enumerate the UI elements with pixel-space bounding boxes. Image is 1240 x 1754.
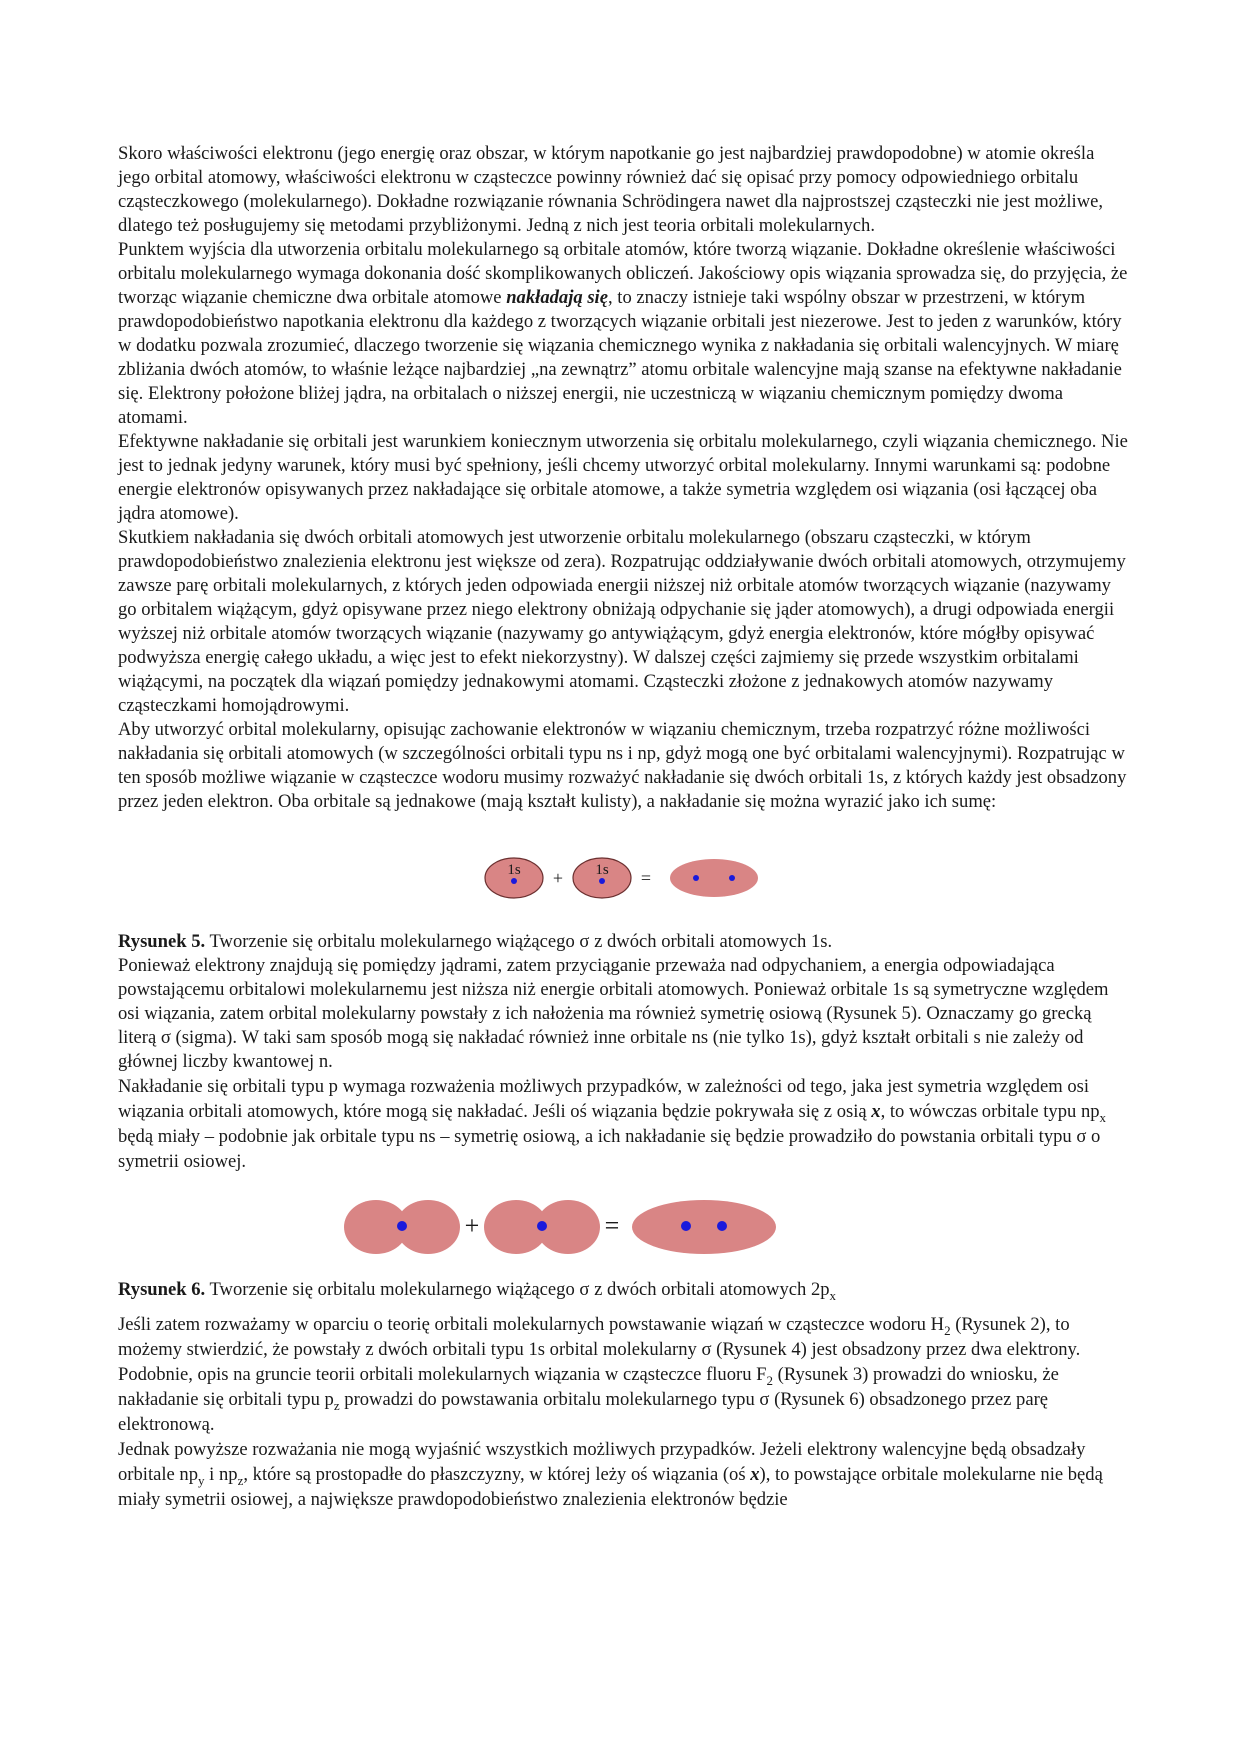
paragraph-text: Jeśli zatem rozważamy w oparciu o teorię orbitali molekularnych powstawanie wiązań w cząsteczce wodoru H <box>118 1314 945 1335</box>
figure-6-caption <box>118 1278 1128 1308</box>
paragraph-electron-attraction: Ponieważ elektrony znajdują się pomiędzy jądrami, zatem przyciąganie przeważa nad odpychaniem, a energia odpowiadająca powstającemu orbitalowi molekularnemu jest niższa niż energie orbitali atomowych. Ponieważ orbitale 1s są symetryczne względem osi wiązania, zatem orbital molekularny powstały z ich nałożenia ma również symetrię osiową (Rysunek 5). Oznaczamy go grecką literą σ (sigma). W taki sam sposób mogą się nakładać również inne orbitale ns (nie tylko 1s), gdyż kształt orbitali s nie zależy od głównej liczby kwantowej n. <box>118 955 1109 1072</box>
paragraph-text: Jednak powyższe rozważania nie mogą wyjaśnić wszystkich możliwych przypadków. Jeżeli elektrony walencyjne będą obsadzały orbitale np <box>118 1439 1086 1485</box>
paragraph-starting-point <box>118 238 1128 430</box>
caption-text: Tworzenie się orbitalu molekularnego wiążącego σ z dwóch orbitali atomowych 2p <box>205 1279 830 1300</box>
paragraph-text: i np <box>204 1464 238 1485</box>
paragraph-intro: Skoro właściwości elektronu (jego energię oraz obszar, w którym napotkanie go jest najbardziej prawdopodobne) w atomie określa jego orbital atomowy, właściwości elektronu w cząsteczce powinny również dać się opisać przy pomocy odpowiedniego orbitalu cząsteczkowego (molekularnego). Dokładne rozwiązanie równania Schrödingera nawet dla najprostszej cząsteczki nie jest możliwe, dlatego też posługujemy się metodami przybliżonymi. Jedną z nich jest teoria orbitali molekularnych. <box>118 143 1104 236</box>
subscript: z <box>237 1473 244 1488</box>
subscript: 2 <box>766 1373 773 1388</box>
plus-sign: + <box>552 868 564 888</box>
plus-sign: + <box>464 1211 480 1240</box>
figure-5-svg <box>118 840 1128 916</box>
paragraph-text: ), to powstające orbitale molekularne nie będą miały symetrii osiowej, a największe prawdopodobieństwo znalezienia elektronów będzie <box>118 1464 1103 1510</box>
paragraph-text: (Rysunek 2), to możemy stwierdzić, że powstały z dwóch orbitali typu 1s orbital molekularny σ (Rysunek 4) jest obsadzony przez dwa elektrony. Podobnie, opis na gruncie teorii orbitali molekularnych wiązania w cząsteczce fluoru F <box>118 1314 1081 1385</box>
orbital-1s-right-label: 1s <box>595 862 609 878</box>
paragraph-text: Punktem wyjścia dla utworzenia orbitalu molekularnego są orbitale atomów, które tworzą wiązanie. Dokładne określenie właściwości orbitalu molekularnego wymaga dokonania dość skomplikowanych obliczeń. Jakościowy opis wiązania sprowadza się, do przyjęcia, że tworząc wiązanie chemiczne dwa orbitale atomowe <box>118 239 1128 308</box>
caption-text: Tworzenie się orbitalu molekularnego wiążącego σ z dwóch orbitali atomowych 1s. <box>205 931 833 952</box>
paragraph-text: , to wówczas orbitale typu np <box>880 1101 1100 1122</box>
nucleus-p-left <box>397 1221 407 1231</box>
paragraph-text: będą miały – podobnie jak orbitale typu ns – symetrię osiową, a ich nakładanie się będzie prowadziło do powstania orbitali typu σ o symetrii osiowej. <box>118 1126 1101 1172</box>
subscript: x <box>829 1288 837 1303</box>
figure-6-diagram <box>118 1190 1128 1264</box>
nucleus-right <box>599 878 605 884</box>
axis-x: x <box>750 1464 760 1485</box>
paragraph-py-pz <box>118 1437 1128 1512</box>
paragraph-text: prowadzi do powstawania orbitalu molekularnego typu σ (Rysunek 6) obsadzonego przez parę elektronową. <box>118 1389 1049 1435</box>
subscript: x <box>1099 1110 1107 1125</box>
nucleus-b <box>729 875 735 881</box>
document-page <box>118 142 1128 1512</box>
paragraph-hydrogen-1s: Aby utworzyć orbital molekularny, opisując zachowanie elektronów w wiązaniu chemicznym, trzeba rozpatrzyć różne możliwości nakładania się orbitali atomowych (w szczególności orbitali typu ns i np, gdyż mogą one być orbitalami walencyjnymi). Rozpatrując w ten sposób możliwe wiązanie w cząsteczce wodoru musimy rozważyć nakładanie się dwóch orbitali 1s, z których każdy jest obsadzony przez jeden elektron. Oba orbitale są jednakowe (mają kształt kulisty), a nakładanie się można wyrazić jako ich sumę: <box>118 719 1127 812</box>
figure-5-diagram <box>118 840 1128 916</box>
paragraph-text: Nakładanie się orbitali typu p wymaga rozważenia możliwych przypadków, w zależności od tego, jaka jest symetria względem osi wiązania orbitali atomowych, które mogą się nakładać. Jeśli oś wiązania będzie pokrywała się z osią <box>118 1076 1090 1122</box>
paragraph-h2-f2 <box>118 1312 1128 1437</box>
orbital-1s-left-label: 1s <box>507 862 521 878</box>
figure-5-caption <box>118 930 1128 954</box>
axis-x: x <box>871 1101 881 1122</box>
paragraph-text: , które są prostopadłe do płaszczyzny, w której leży oś wiązania (oś <box>243 1464 751 1485</box>
paragraph-overlap-condition: Efektywne nakładanie się orbitali jest warunkiem koniecznym utworzenia się orbitalu molekularnego, czyli wiązania chemicznego. Nie jest to jednak jedyny warunek, który musi być spełniony, jeśli chcemy utworzyć orbital molekularny. Innymi warunkami są: podobne energie elektronów opisywanych przez nakładające się orbitale atomowe, a także symetria względem osi wiązania (osi łączącej oba jądra atomowe). <box>118 431 1128 524</box>
nucleus-b <box>717 1221 727 1231</box>
subscript: y <box>198 1473 205 1488</box>
figure-6-svg <box>118 1190 1128 1264</box>
caption-label: Rysunek 5. <box>118 931 206 952</box>
nucleus-p-right <box>537 1221 547 1231</box>
equals-sign: = <box>640 868 652 888</box>
emphasis-text: nakładają się <box>506 287 608 308</box>
subscript: 2 <box>944 1323 951 1338</box>
nucleus-a <box>693 875 699 881</box>
nucleus-left <box>511 878 517 884</box>
caption-label: Rysunek 6. <box>118 1279 206 1300</box>
nucleus-a <box>681 1221 691 1231</box>
sigma-p-molecular-orbital <box>632 1200 776 1254</box>
sigma-molecular-orbital <box>670 859 758 897</box>
subscript: z <box>333 1398 340 1413</box>
paragraph-text: , to znaczy istnieje taki wspólny obszar w przestrzeni, w którym prawdopodobieństwo napotkania elektronu dla każdego z tworzących wiązanie orbitali jest niezerowe. Jest to jeden z warunków, który w dodatku pozwala zrozumieć, dlaczego tworzenie się wiązania chemicznego wynika z nakładania się orbitali walencyjnych. W miarę zbliżania dwóch atomów, to właśnie leżące najbardziej „na zewnątrz” atomu orbitale walencyjne mają szanse na efektywne nakładanie się. Elektrony położone bliżej jądra, na orbitalach o niższej energii, nie uczestniczą w wiązaniu chemicznym pomiędzy dwoma atomami. <box>118 287 1122 428</box>
paragraph-bonding-antibonding: Skutkiem nakładania się dwóch orbitali atomowych jest utworzenie orbitalu molekularnego (obszaru cząsteczki, w którym prawdopodobieństwo znalezienia elektronu jest większe od zera). Rozpatrując oddziaływanie dwóch orbitali atomowych, otrzymujemy zawsze parę orbitali molekularnych, z których jeden odpowiada energii niższej niż orbitale atomów tworzących wiązanie (nazywamy go orbitalem wiążącym, gdyż opisywane przez niego elektrony obniżają odpychanie się jąder atomowych), a drugi odpowiada energii wyższej niż orbitale atomów tworzących wiązanie (nazywamy go antywiążącym, gdyż energia elektronów, które mógłby opisywać podwyższa energię całego układu, a więc jest to efekt niekorzystny). W dalszej części zajmiemy się przede wszystkim orbitalami wiążącymi, na początek dla wiązań pomiędzy jednakowymi atomami. Cząsteczki złożone z jednakowych atomów nazywamy cząsteczkami homojądrowymi. <box>118 527 1126 716</box>
equals-sign: = <box>604 1211 620 1240</box>
paragraph-text: (Rysunek 3) prowadzi do wniosku, że nakładanie się orbitali typu p <box>118 1364 1059 1410</box>
paragraph-p-orbitals <box>118 1074 1128 1174</box>
